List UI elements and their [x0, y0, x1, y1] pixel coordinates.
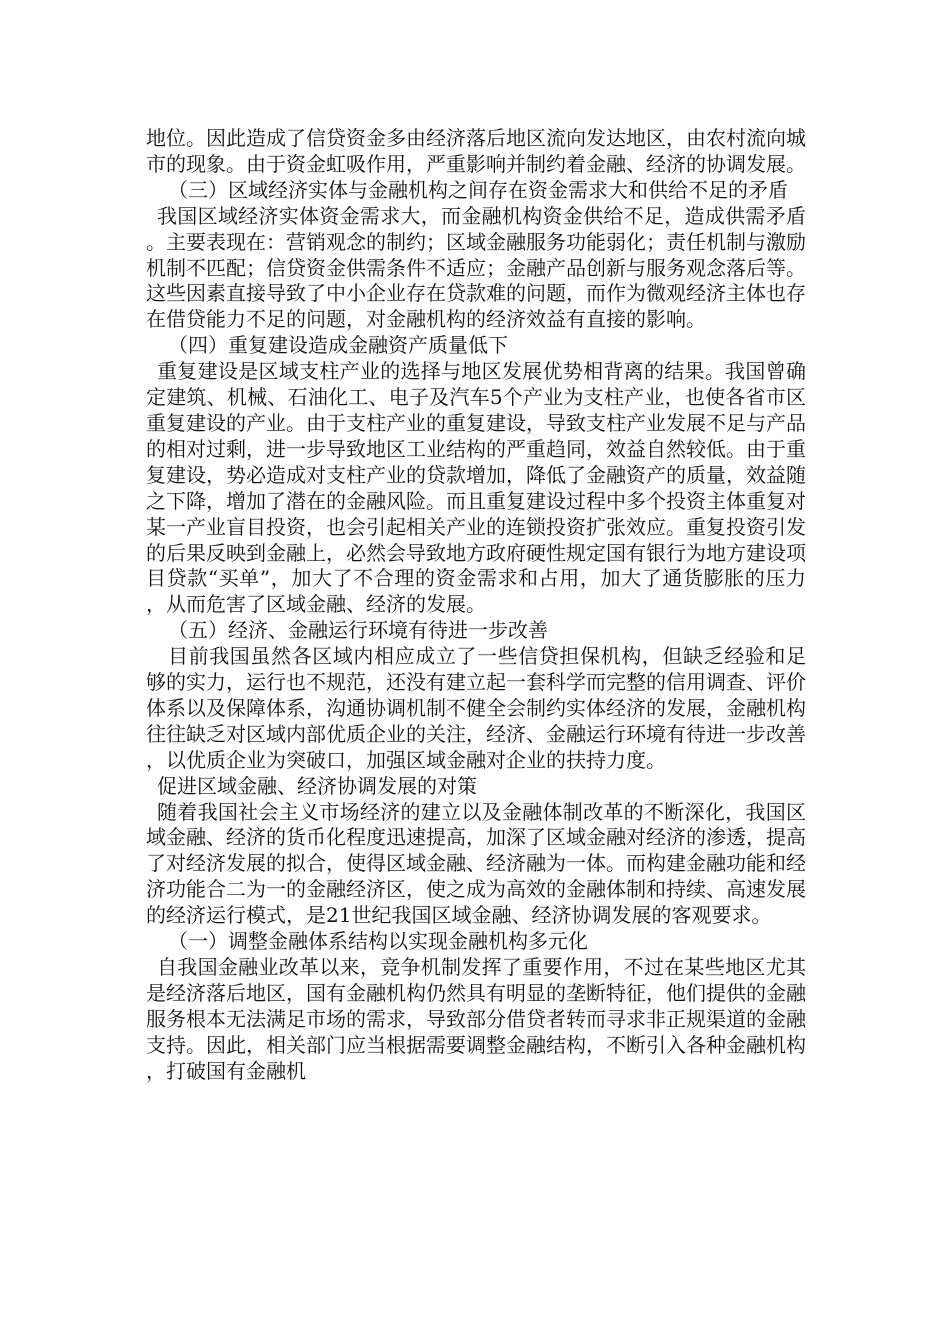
section-heading-5: （五）经济、金融运行环境有待进一步改善 — [168, 618, 548, 643]
paragraph-3: 重复建设是区域支柱产业的选择与地区发展优势相背离的结果。我国曾确定建筑、机械、石油化工、电子及汽车5个产业为支柱产业，也使各省市区重复建设的产业。由于支柱产业的重复建设，导致支柱产业发展不足与产品的相对过剩，进一步导致地区工业结构的严重趋同，效益自然较低。由于重复建设，势必造成对支柱产业的贷款增加，降低了金融资产的质量，效益随之下降，增加了潜在的金融风险。而且重复建设过程中多个投资主体重复对某一产业盲目投资，也会引起相关产业的连锁投资扩张效应。重复投资引发的后果反映到金融上，必然会导致地方政府硬性规定国有银行为地方建设项目贷款“买单”，加大了不合理的资金需求和占用，加大了通货膨胀的压力，从而危害了区域金融、经济的发展。 — [146, 359, 806, 617]
section-heading-4: （四）重复建设造成金融资产质量低下 — [168, 333, 508, 358]
paragraph-5: 随着我国社会主义市场经济的建立以及金融体制改革的不断深化，我国区域金融、经济的货币化程度迅速提高，加深了区域金融对经济的渗透，提高了对经济发展的拟合，使得区域金融、经济融为一体。而构建金融功能和经济功能合二为一的金融经济区，使之成为高效的金融体制和持续、高速发展的经济运行模式，是21世纪我国区域金融、经济协调发展的客观要求。 — [146, 799, 806, 928]
paragraph-6: 自我国金融业改革以来，竞争机制发挥了重要作用，不过在某些地区尤其是经济落后地区，国有金融机构仍然具有明显的垄断特征，他们提供的金融服务根本无法满足市场的需求，导致部分借贷者转而寻求非正规渠道的金融支持。因此，相关部门应当根据需要调整金融结构，不断引入各种金融机构，打破国有金融机 — [146, 955, 806, 1083]
paragraph-4: 目前我国虽然各区域内相应成立了一些信贷担保机构，但缺乏经验和足够的实力，运行也不规范，还没有建立起一套科学而完整的信用调查、评价体系以及保障体系，沟通协调机制不健全会制约实体经济的发展，金融机构往往缺乏对区域内部优质企业的关注，经济、金融运行环境有待进一步改善，以优质企业为突破口，加强区域金融对企业的扶持力度。 — [146, 644, 806, 772]
document-body — [146, 126, 806, 1085]
section-heading-3: （三）区域经济实体与金融机构之间存在资金需求大和供给不足的矛盾 — [168, 177, 788, 202]
section-heading-countermeasures: 促进区域金融、经济协调发展的对策 — [157, 773, 477, 798]
section-heading-1: （一）调整金融体系结构以实现金融机构多元化 — [168, 929, 588, 954]
paragraph-1: 地位。因此造成了信贷资金多由经济落后地区流向发达地区，由农村流向城市的现象。由于资金虹吸作用，严重影响并制约着金融、经济的协调发展。 — [146, 126, 806, 176]
paragraph-2: 我国区域经济实体资金需求大，而金融机构资金供给不足，造成供需矛盾。主要表现在：营销观念的制约；区域金融服务功能弱化；责任机制与激励机制不匹配；信贷资金供需条件不适应；金融产品创新与服务观念落后等。这些因素直接导致了中小企业存在贷款难的问题，而作为微观经济主体也存在借贷能力不足的问题，对金融机构的经济效益有直接的影响。 — [146, 203, 806, 332]
